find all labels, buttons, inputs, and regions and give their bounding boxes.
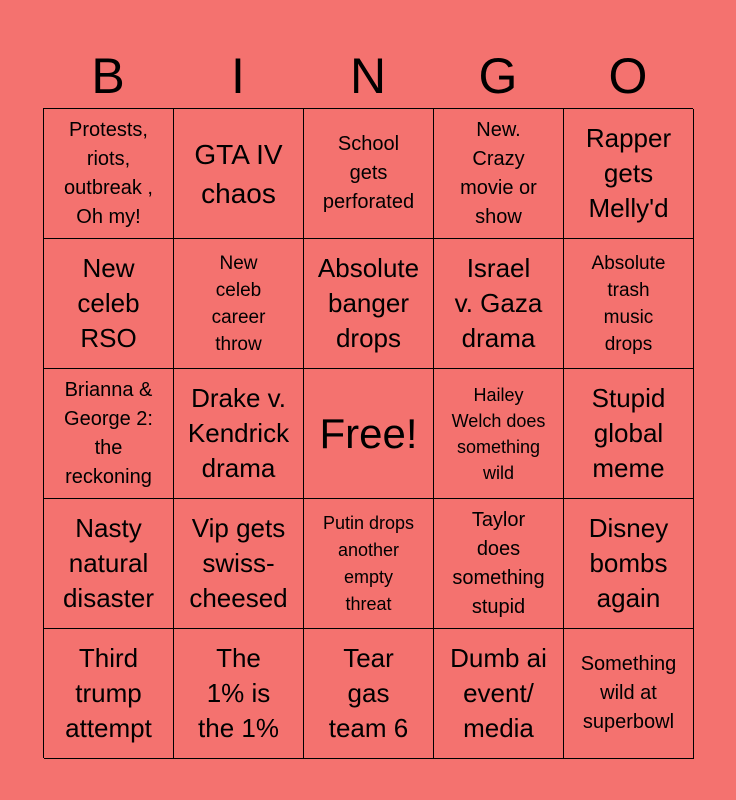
bingo-cell[interactable]: GTA IV chaos xyxy=(174,109,304,239)
free-space-cell[interactable]: Free! xyxy=(304,369,434,499)
header-letter-n: N xyxy=(349,48,387,104)
bingo-cell[interactable]: New celeb career throw xyxy=(174,239,304,369)
bingo-cell[interactable]: Absolute banger drops xyxy=(304,239,434,369)
bingo-cell[interactable]: Nasty natural disaster xyxy=(44,499,174,629)
bingo-cell[interactable]: Third trump attempt xyxy=(44,629,174,759)
bingo-cell[interactable]: Dumb ai event/ media xyxy=(434,629,564,759)
bingo-header xyxy=(43,44,693,108)
bingo-cell[interactable]: Absolute trash music drops xyxy=(564,239,694,369)
header-letter-g: G xyxy=(478,48,518,104)
bingo-cell[interactable]: Something wild at superbowl xyxy=(564,629,694,759)
bingo-cell[interactable]: Protests, riots, outbreak , Oh my! xyxy=(44,109,174,239)
header-letter-o: O xyxy=(608,48,648,104)
bingo-cell[interactable]: Taylor does something stupid xyxy=(434,499,564,629)
bingo-cell[interactable]: Tear gas team 6 xyxy=(304,629,434,759)
bingo-cell[interactable]: School gets perforated xyxy=(304,109,434,239)
bingo-cell[interactable]: Putin drops another empty threat xyxy=(304,499,434,629)
bingo-cell[interactable]: Hailey Welch does something wild xyxy=(434,369,564,499)
bingo-cell[interactable]: Drake v. Kendrick drama xyxy=(174,369,304,499)
bingo-cell[interactable]: Rapper gets Melly'd xyxy=(564,109,694,239)
bingo-cell[interactable]: The 1% is the 1% xyxy=(174,629,304,759)
bingo-cell[interactable]: Vip gets swiss- cheesed xyxy=(174,499,304,629)
header-letter-i: I xyxy=(231,48,245,104)
bingo-cell[interactable]: Stupid global meme xyxy=(564,369,694,499)
bingo-cell[interactable]: New. Crazy movie or show xyxy=(434,109,564,239)
header-letter-b: B xyxy=(91,48,125,104)
bingo-cell[interactable]: Brianna & George 2: the reckoning xyxy=(44,369,174,499)
bingo-cell[interactable]: Israel v. Gaza drama xyxy=(434,239,564,369)
bingo-cell[interactable]: Disney bombs again xyxy=(564,499,694,629)
bingo-cell[interactable]: New celeb RSO xyxy=(44,239,174,369)
bingo-grid xyxy=(43,108,693,758)
